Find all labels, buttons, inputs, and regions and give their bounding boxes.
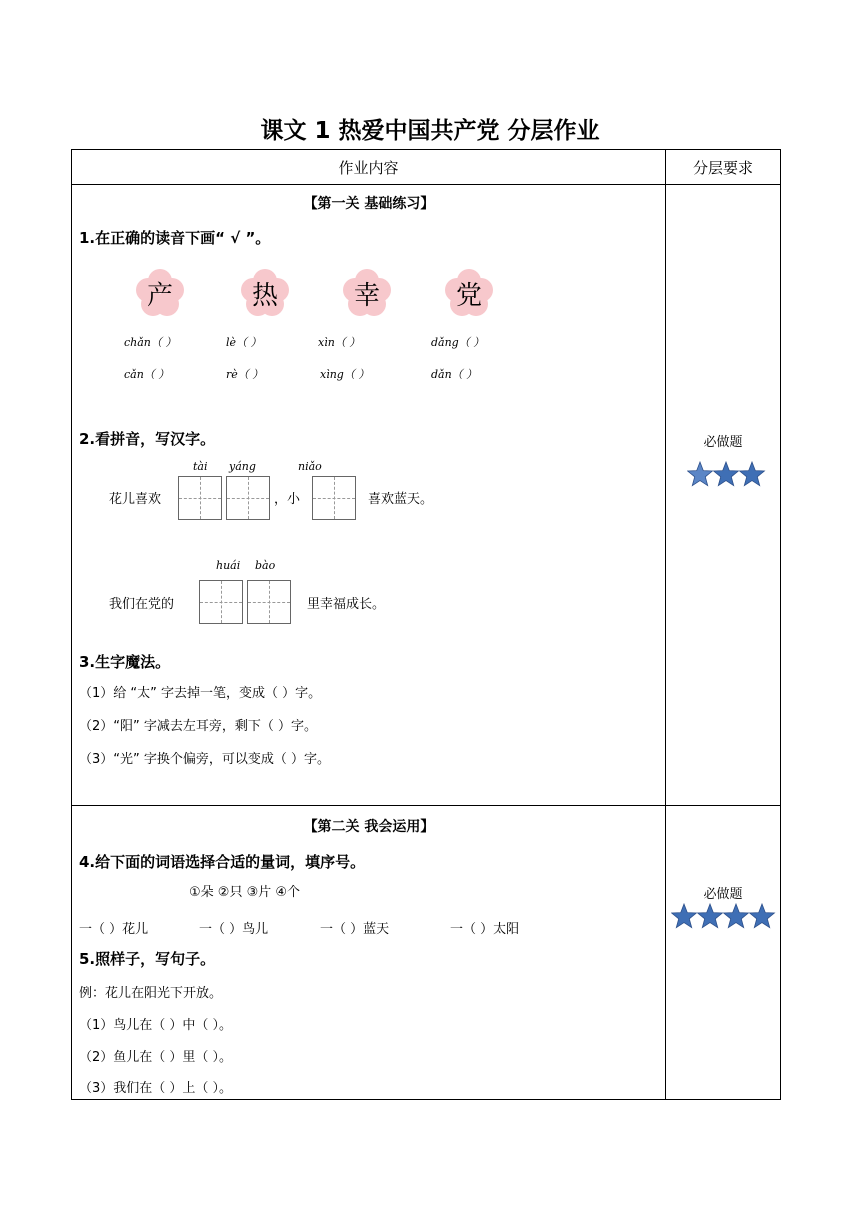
- sentence-text: 花儿喜欢: [109, 492, 162, 507]
- pinyin-label: bào: [255, 559, 276, 572]
- page-title: 课文 1 热爱中国共产党 分层作业: [260, 118, 600, 144]
- section2-content: [72, 806, 666, 1100]
- pinyin-option[interactable]: cǎn（ ）: [124, 368, 170, 381]
- q5-title: 5.照样子，写句子。: [79, 950, 216, 968]
- q5-item: （3）我们在（ ）上（ ）。: [79, 1081, 233, 1096]
- char-label: 幸: [353, 281, 380, 311]
- char-label: 热: [251, 281, 278, 311]
- section1-heading: 【第一关 基础练习】: [303, 196, 435, 212]
- q4-title: 4.给下面的词语选择合适的量词，填序号。: [79, 853, 366, 871]
- requirement-label: 必做题: [703, 887, 743, 902]
- requirement-label: 必做题: [703, 435, 743, 450]
- sentence-text: ，小: [274, 492, 301, 507]
- section1-row: [72, 185, 781, 806]
- char-label: 产: [146, 281, 173, 311]
- sentence-text: 里幸福成长。: [307, 597, 386, 612]
- q3-item: （1）给 “太” 字去掉一笔，变成（ ）字。: [79, 686, 322, 701]
- q1-title: 1.在正确的读音下画“ √ ”。: [79, 229, 271, 247]
- sentence-text: 我们在党的: [109, 597, 175, 612]
- difficulty-stars: [671, 902, 777, 930]
- q4-blank: 一（ ）花儿: [79, 922, 149, 937]
- writing-box[interactable]: [247, 580, 291, 624]
- q5-item: （1）鸟儿在（ ）中（ ）。: [79, 1018, 233, 1033]
- pinyin-option[interactable]: dǎng（ ）: [431, 336, 485, 349]
- section1-content: [72, 185, 666, 806]
- flower-char-3: [342, 268, 392, 318]
- q4-blank: 一（ ）太阳: [450, 922, 520, 937]
- section2-requirement: [666, 806, 781, 1100]
- q4-blank: 一（ ）蓝天: [320, 922, 390, 937]
- table-header-row: [72, 150, 781, 185]
- header-level: 分层要求: [666, 150, 781, 185]
- pinyin-option[interactable]: dǎn（ ）: [431, 368, 478, 381]
- header-content: 作业内容: [72, 150, 666, 185]
- flower-char-1: [135, 268, 185, 318]
- writing-box[interactable]: [178, 476, 222, 520]
- section2-row: [72, 806, 781, 1100]
- q4-options: ①朵 ②只 ③片 ④个: [189, 885, 301, 900]
- sentence-text: 喜欢蓝天。: [368, 492, 434, 507]
- pinyin-option[interactable]: xìn（ ）: [318, 336, 361, 349]
- q2-title: 2.看拼音，写汉字。: [79, 430, 216, 448]
- pinyin-option[interactable]: lè（ ）: [226, 336, 262, 349]
- pinyin-label: tài: [193, 460, 208, 473]
- pinyin-label: yáng: [229, 460, 256, 473]
- section2-heading: 【第二关 我会运用】: [303, 819, 435, 835]
- section1-requirement: [666, 185, 781, 806]
- star-rating-4: [671, 902, 777, 930]
- flower-char-2: [240, 268, 290, 318]
- pinyin-option[interactable]: rè（ ）: [226, 368, 264, 381]
- q3-item: （2）“阳” 字减去左耳旁，剩下（ ）字。: [79, 719, 318, 734]
- q5-example: 例：花儿在阳光下开放。: [79, 986, 223, 1001]
- q5-item: （2）鱼儿在（ ）里（ ）。: [79, 1050, 233, 1065]
- writing-box[interactable]: [312, 476, 356, 520]
- writing-box[interactable]: [199, 580, 243, 624]
- pinyin-option[interactable]: chǎn（ ）: [124, 336, 177, 349]
- q3-item: （3）“光” 字换个偏旁，可以变成（ ）字。: [79, 752, 331, 767]
- writing-box[interactable]: [226, 476, 270, 520]
- flower-char-4: [444, 268, 494, 318]
- pinyin-label: niǎo: [298, 460, 322, 473]
- pinyin-label: huái: [216, 559, 241, 572]
- pinyin-option[interactable]: xìng（ ）: [320, 368, 370, 381]
- difficulty-stars: [687, 460, 767, 488]
- q3-title: 3.生字魔法。: [79, 653, 171, 671]
- homework-table: [71, 149, 781, 1100]
- q4-blank: 一（ ）鸟儿: [199, 922, 269, 937]
- star-rating-3: [687, 460, 767, 488]
- char-label: 党: [455, 281, 482, 311]
